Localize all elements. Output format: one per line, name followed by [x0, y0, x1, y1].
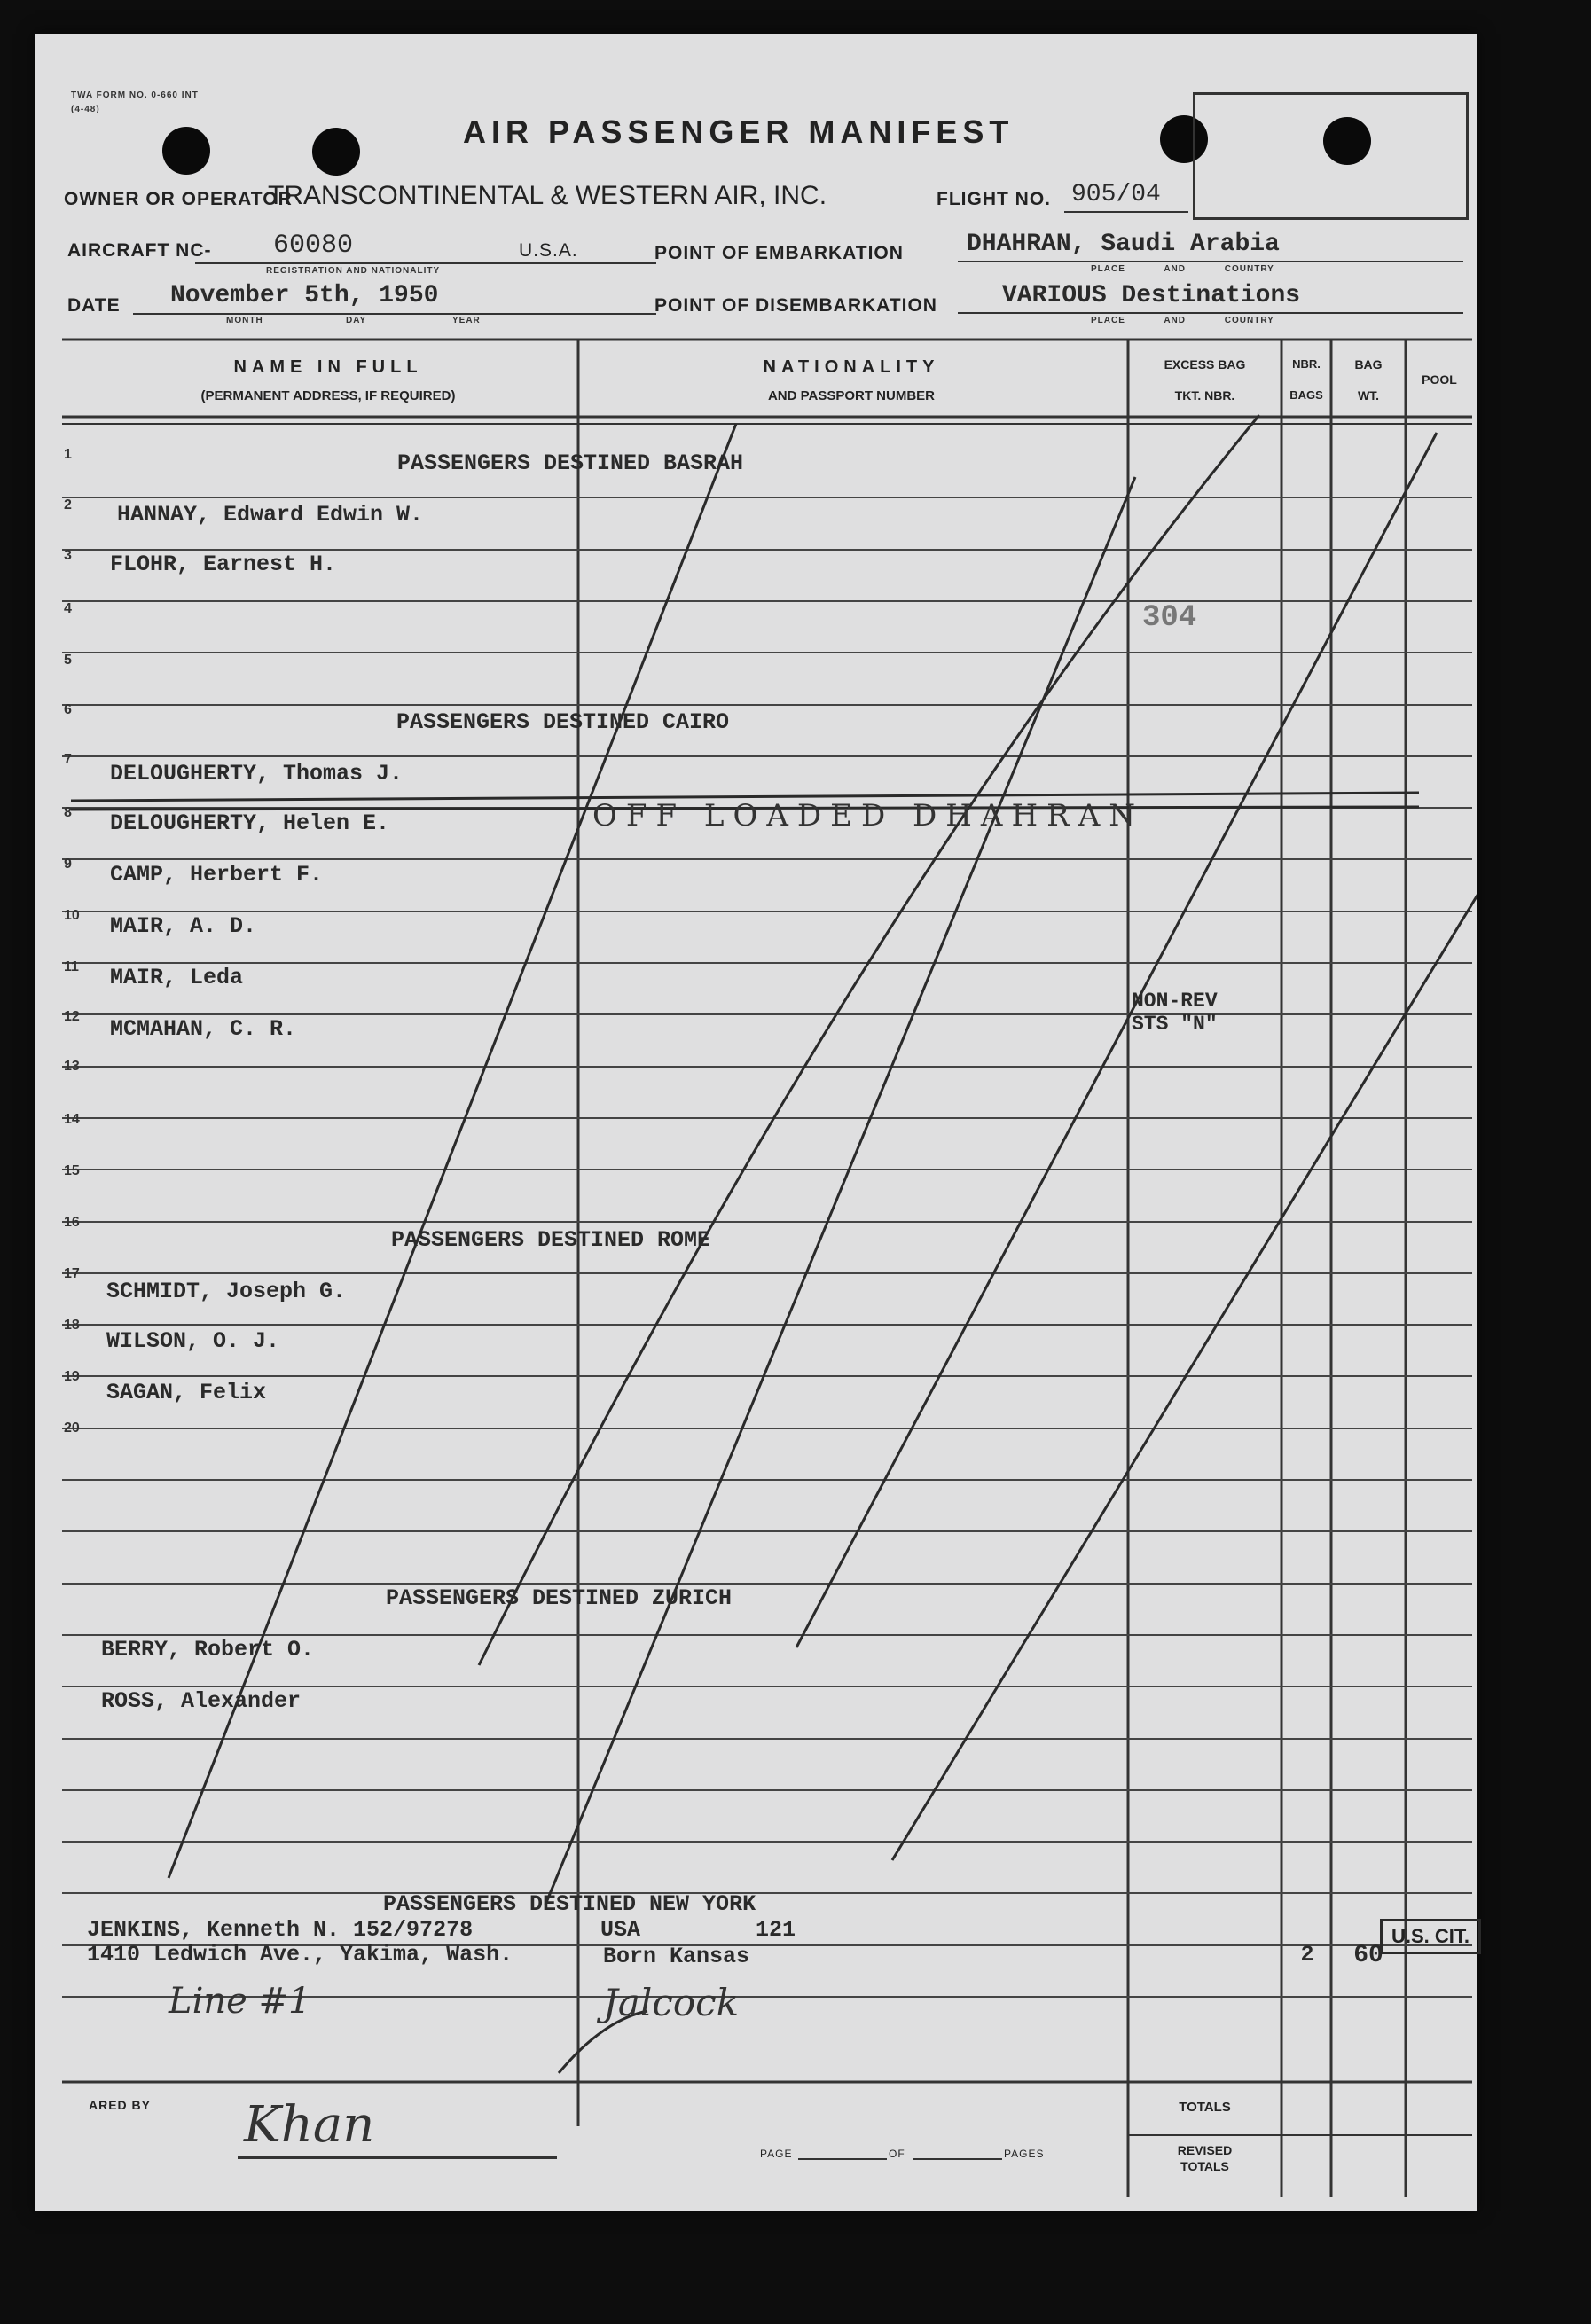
- passenger-name: ROSS, Alexander: [101, 1688, 302, 1714]
- passenger-name: SCHMIDT, Joseph G.: [106, 1279, 347, 1304]
- name-subheader: (PERMANENT ADDRESS, IF REQUIRED): [200, 388, 456, 403]
- excess-bag-header: EXCESS BAG: [1164, 357, 1246, 372]
- date-month-sublabel: MONTH: [226, 316, 263, 325]
- passenger-name: MCMAHAN, C. R.: [110, 1016, 297, 1042]
- disembarkation-value: VARIOUS Destinations: [1002, 282, 1301, 309]
- date-day-sublabel: DAY: [346, 316, 367, 325]
- passenger-name: DELOUGHERTY, Thomas J.: [110, 761, 404, 786]
- line-number: 4: [64, 601, 72, 616]
- line-number: 19: [64, 1369, 80, 1384]
- line-number: 9: [64, 857, 72, 872]
- group-heading: PASSENGERS DESTINED NEW YORK: [383, 1891, 756, 1917]
- passenger-name: SAGAN, Felix: [106, 1380, 267, 1405]
- passenger-passport: 121: [756, 1917, 796, 1943]
- bag-wt-header: BAG: [1354, 357, 1383, 372]
- passenger-name: CAMP, Herbert F.: [110, 862, 324, 888]
- date-label: DATE: [67, 295, 121, 316]
- line-number: 7: [64, 752, 72, 767]
- flight-label: FLIGHT NO.: [937, 189, 1051, 209]
- line-number: 8: [64, 805, 72, 820]
- line-number: 11: [64, 959, 79, 974]
- aircraft-sublabel: REGISTRATION AND NATIONALITY: [266, 266, 441, 276]
- signature-underline: [238, 2156, 557, 2159]
- pool-header: POOL: [1422, 372, 1457, 387]
- passenger-name: FLOHR, Earnest H.: [110, 552, 337, 577]
- line-number: 6: [64, 702, 72, 717]
- passenger-birthplace: Born Kansas: [603, 1944, 750, 1969]
- line-number: 15: [64, 1163, 80, 1178]
- aircraft-number: 60080: [273, 231, 354, 261]
- totals-label: TOTALS: [1179, 2100, 1231, 2115]
- line-number: 2: [64, 497, 72, 513]
- prepared-by-label: ARED BY: [89, 2098, 152, 2112]
- line-number: 5: [64, 653, 72, 668]
- pages-label: PAGES: [1004, 2148, 1045, 2160]
- group-heading: PASSENGERS DESTINED ROME: [391, 1227, 711, 1253]
- disembarkation-sublabel: PLACE AND COUNTRY: [1091, 316, 1274, 325]
- stamp-304: 304: [1142, 601, 1197, 635]
- excess-bag-subheader: TKT. NBR.: [1174, 388, 1235, 403]
- preparer-signature: Khan: [244, 2096, 375, 2154]
- group-heading: PASSENGERS DESTINED ZURICH: [386, 1585, 733, 1611]
- passenger-name-offloaded: DELOUGHERTY, Helen E.: [110, 810, 390, 836]
- line-number: 17: [64, 1266, 80, 1281]
- embarkation-value: DHAHRAN, Saudi Arabia: [967, 231, 1280, 258]
- line-number: 3: [64, 548, 72, 563]
- line-number: 13: [64, 1059, 80, 1074]
- manifest-sheet: [35, 34, 1477, 2211]
- passenger-name: BERRY, Robert O.: [101, 1637, 315, 1663]
- passenger-address: 1410 Ledwich Ave., Yakima, Wash.: [87, 1942, 513, 1968]
- nationality-subheader: AND PASSPORT NUMBER: [767, 388, 936, 403]
- line-number: 16: [64, 1215, 80, 1230]
- offloaded-note: OFF LOADED DHAHRAN: [592, 798, 1145, 833]
- us-citizen-stamp: U.S. CIT.: [1380, 1919, 1481, 1954]
- embarkation-sublabel: PLACE AND COUNTRY: [1091, 264, 1274, 274]
- group-heading: PASSENGERS DESTINED CAIRO: [396, 709, 730, 735]
- page-title: AIR PASSENGER MANIFEST: [463, 113, 1015, 150]
- embarkation-label: POINT OF EMBARKATION: [654, 243, 904, 263]
- of-label: OF: [889, 2148, 905, 2160]
- handwritten-initials: Jalcock: [603, 1981, 740, 2024]
- disembarkation-label: POINT OF DISEMBARKATION: [654, 295, 937, 316]
- aircraft-country: U.S.A.: [519, 240, 578, 261]
- date-year-sublabel: YEAR: [452, 316, 481, 325]
- owner-value: TRANSCONTINENTAL & WESTERN AIR, INC.: [268, 181, 827, 210]
- passenger-name: HANNAY, Edward Edwin W.: [117, 502, 424, 528]
- date-value: November 5th, 1950: [170, 282, 439, 309]
- owner-label: OWNER OR OPERATOR: [64, 189, 293, 209]
- passenger-name: MAIR, A. D.: [110, 913, 257, 939]
- bag-wt-subheader: WT.: [1357, 388, 1380, 403]
- flight-number: 905/04: [1071, 181, 1161, 208]
- page-underline: [798, 2158, 887, 2160]
- line-number: 18: [64, 1318, 80, 1333]
- line-number: 10: [64, 908, 80, 923]
- line-number: 20: [64, 1420, 80, 1436]
- page-label: PAGE: [760, 2148, 793, 2160]
- handwritten-line-note: Line #1: [169, 1981, 311, 2022]
- line-number: 1: [64, 447, 72, 462]
- passenger-name: JENKINS, Kenneth N. 152/97278: [87, 1917, 474, 1943]
- passenger-name: WILSON, O. J.: [106, 1328, 280, 1354]
- passenger-bag-count: 2: [1300, 1942, 1314, 1968]
- form-revision: (4-48): [71, 105, 100, 114]
- nbr-bags-header: NBR.: [1292, 357, 1321, 371]
- line-number: 12: [64, 1009, 80, 1024]
- nbr-bags-subheader: BAGS: [1289, 388, 1323, 402]
- passenger-name: MAIR, Leda: [110, 965, 244, 990]
- line-number: 14: [64, 1112, 80, 1127]
- passenger-bag-weight: 60: [1353, 1942, 1383, 1969]
- form-number: TWA FORM NO. 0-660 INT: [71, 90, 199, 100]
- group-heading: PASSENGERS DESTINED BASRAH: [397, 450, 744, 476]
- revised-totals-label: REVISED TOTALS: [1177, 2143, 1233, 2173]
- aircraft-label: AIRCRAFT NC-: [67, 240, 212, 261]
- of-underline: [913, 2158, 1002, 2160]
- passenger-nationality: USA: [600, 1917, 641, 1943]
- nationality-header: NATIONALITY: [763, 357, 940, 377]
- name-header: NAME IN FULL: [233, 357, 423, 377]
- non-rev-note: NON-REV STS "N": [1132, 990, 1218, 1036]
